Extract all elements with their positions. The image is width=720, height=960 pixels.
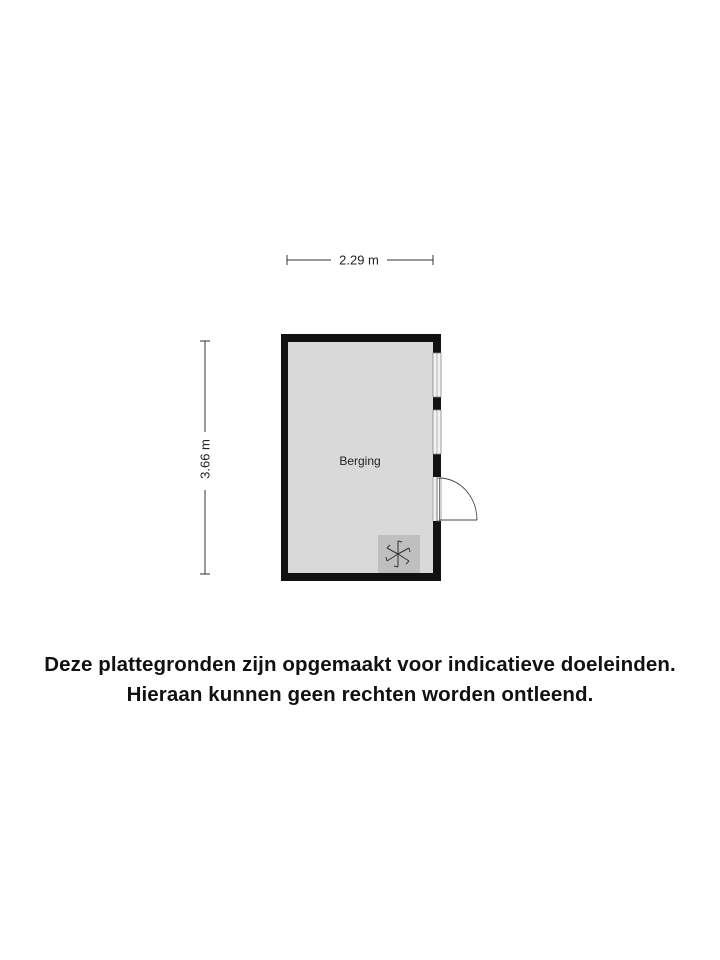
ventilation-unit-icon: [378, 535, 420, 573]
disclaimer-line-1: Deze plattegronden zijn opgemaakt voor indicatieve doeleinden.: [44, 653, 676, 676]
width-dimension: [287, 253, 433, 268]
door: [437, 478, 477, 521]
height-dimension: [198, 341, 213, 574]
width-label: 2.29 m: [339, 252, 379, 268]
room-label: Berging: [339, 454, 381, 468]
disclaimer-line-2: Hieraan kunnen geen rechten worden ontleend.: [126, 683, 594, 706]
room-berging: [281, 334, 477, 581]
height-label: 3.66 m: [197, 439, 213, 479]
